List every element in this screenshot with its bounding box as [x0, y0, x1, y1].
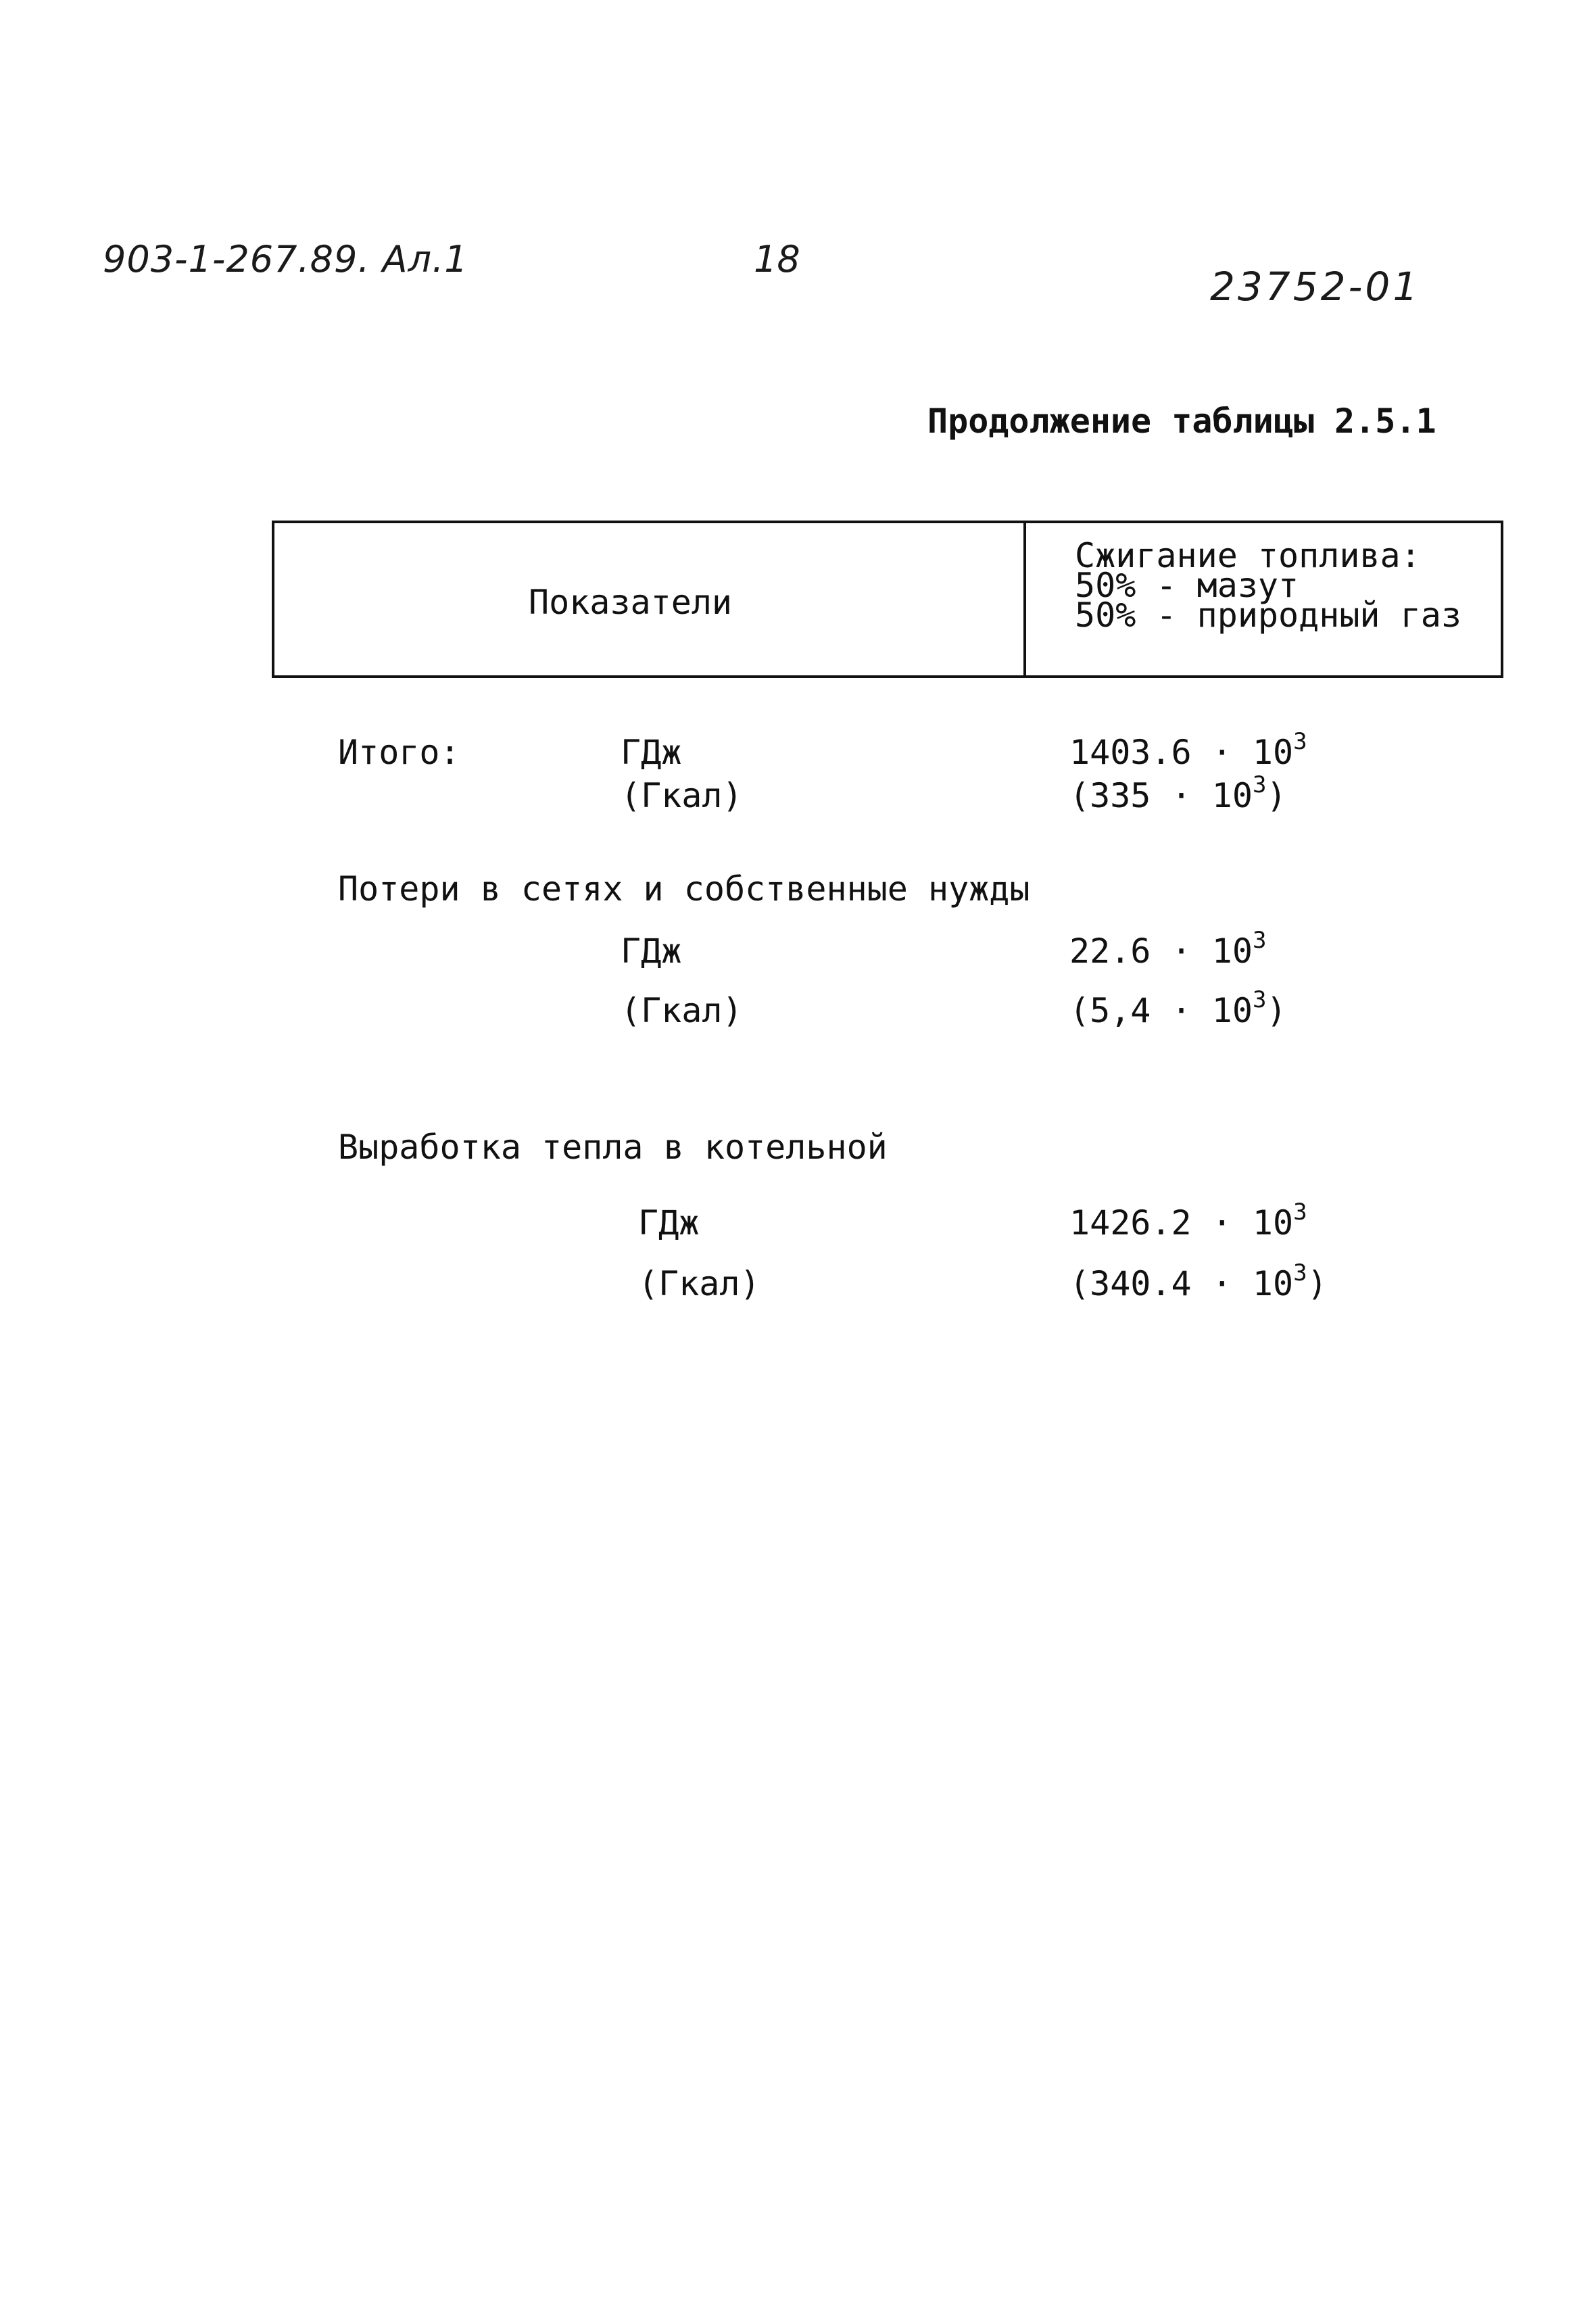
row-production-value-gcal: $(340.4 \cdot 10^3)$ — [1069, 1259, 1328, 1303]
row-production-unit-gcal: (Гкал) — [638, 1264, 760, 1303]
row-label-heat-production: Выработка тепла в котельной — [338, 1128, 888, 1167]
column-header-fuel-line3: 50% - природный газ — [1075, 596, 1461, 635]
row-label-total: Итого: — [338, 733, 460, 772]
row-losses-unit-gj: ГДж — [621, 932, 682, 971]
row-total-unit-gcal: (Гкал) — [621, 776, 743, 815]
registration-number: 23752-01 — [1210, 264, 1421, 310]
row-losses-unit-gcal: (Гкал) — [621, 991, 743, 1030]
row-total-value-gj: $1403.6 \cdot 10^3$ — [1069, 728, 1307, 772]
row-total-value-gcal: $(335 \cdot 10^3)$ — [1069, 771, 1287, 815]
table-column-divider — [1023, 521, 1026, 678]
column-header-fuel-line2: 50% - мазут — [1075, 566, 1299, 605]
column-header-indicators: Показатели — [529, 583, 733, 622]
column-header-fuel-line1: Сжигание топлива: — [1075, 536, 1421, 575]
row-production-value-gj: $1426.2 \cdot 10^3$ — [1069, 1199, 1307, 1243]
row-label-losses: Потери в сетях и собственные нужды — [338, 869, 1030, 909]
row-losses-value-gcal: $(5,4 \cdot 10^3)$ — [1069, 986, 1287, 1030]
table-caption: Продолжение таблицы 2.5.1 — [927, 402, 1436, 441]
document-code: 903-1-267.89. Ал.1 — [103, 238, 468, 281]
row-losses-value-gj: $22.6 \cdot 10^3$ — [1069, 927, 1267, 971]
row-production-unit-gj: ГДж — [638, 1203, 700, 1243]
page-number: 18 — [754, 238, 800, 281]
row-total-unit-gj: ГДж — [621, 733, 682, 772]
